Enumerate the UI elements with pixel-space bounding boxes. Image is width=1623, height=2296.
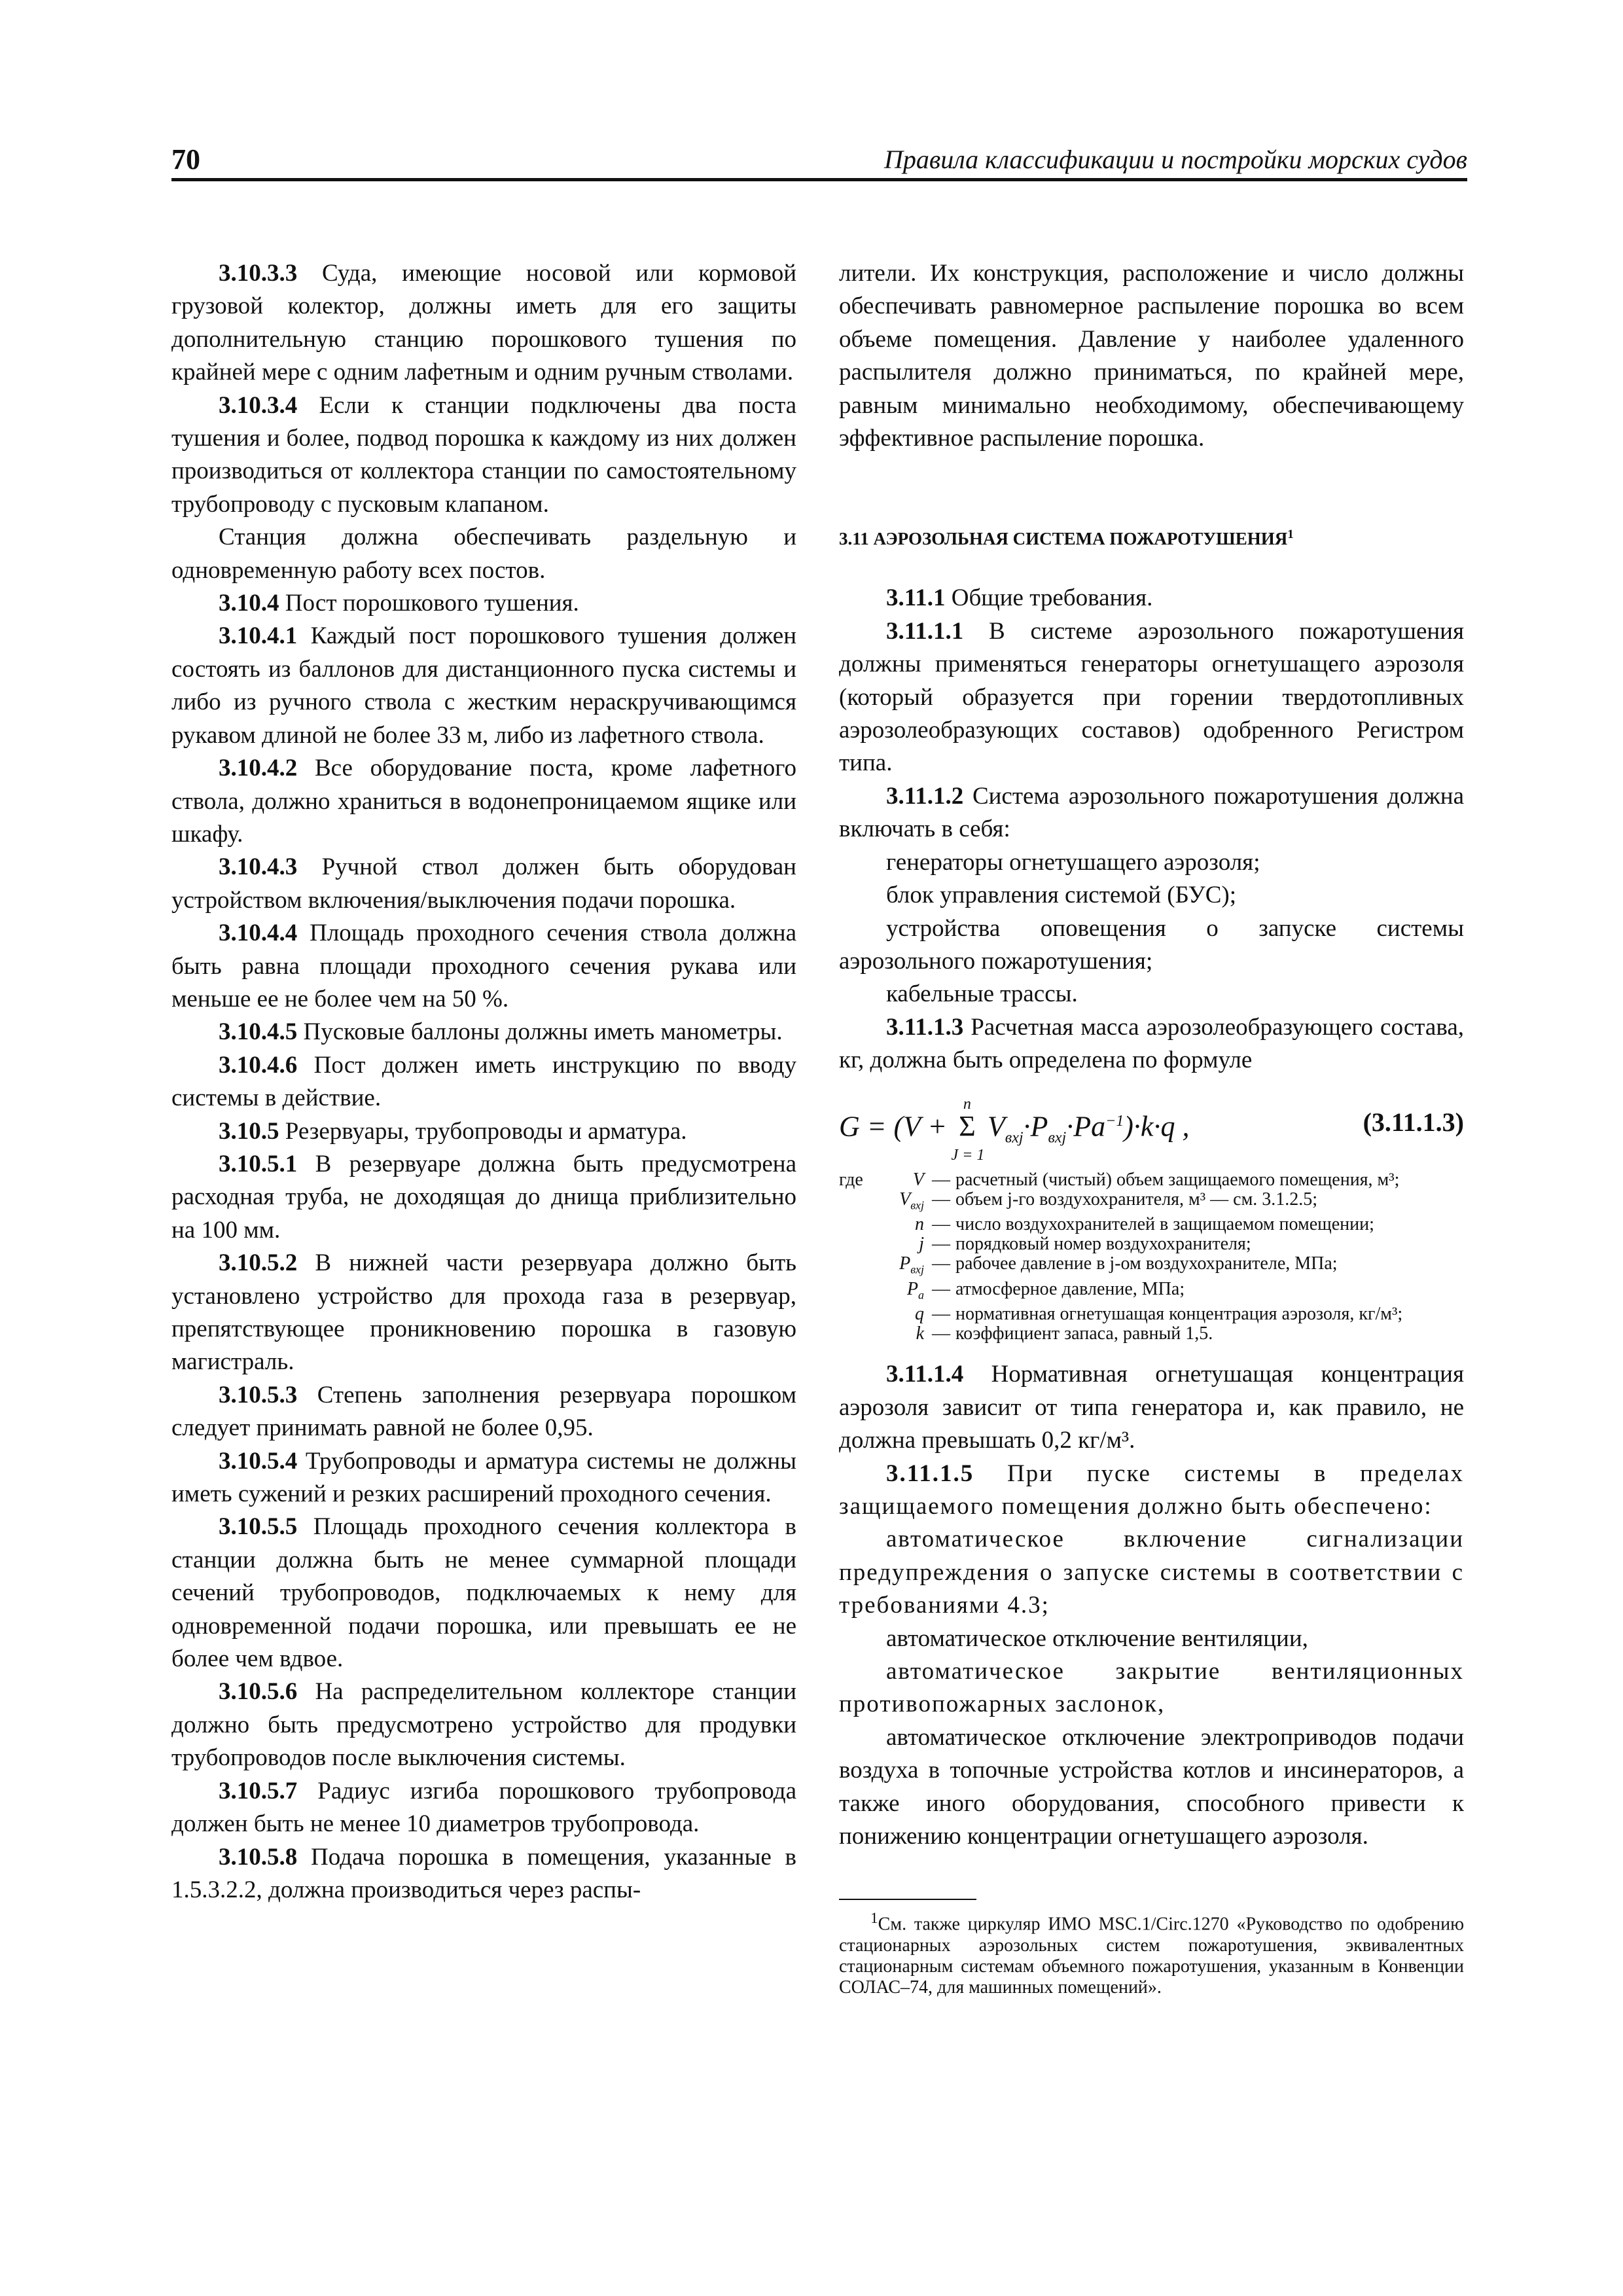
formula-number: (3.11.1.3)	[1363, 1107, 1464, 1137]
paragraph-3-11-1-1	[839, 615, 1464, 780]
paragraph-3-10-3-4	[171, 389, 796, 522]
footnote-separator	[839, 1899, 976, 1900]
section-heading-text: 3.11 АЭРОЗОЛЬНАЯ СИСТЕМА ПОЖАРОТУШЕНИЯ	[839, 529, 1288, 549]
legend-dash: —	[932, 1169, 950, 1190]
paragraph-3-10-5-6	[171, 1676, 796, 1774]
paragraph-text: В резервуаре должна быть предусмотрена расходная труба, не доходящая до днища приблизительно на 100 мм.	[171, 1150, 796, 1244]
paragraph-3-10-5	[171, 1115, 796, 1148]
legend-row	[839, 1254, 1464, 1280]
header-rule	[171, 178, 1467, 181]
legend-symbol-subscript: вхj	[910, 1198, 924, 1212]
legend-description: число воздухохранителей в защищаемом помещении;	[955, 1214, 1374, 1235]
formula-subscript: вхj	[1048, 1128, 1067, 1146]
paragraph-3-11-1-4	[839, 1358, 1464, 1457]
list-item: генераторы огнетушащего аэрозоля;	[886, 848, 1260, 876]
legend-where-label	[839, 1234, 878, 1254]
legend-symbol: n	[915, 1214, 924, 1235]
legend-row	[839, 1324, 1464, 1344]
legend-dash: —	[932, 1253, 950, 1274]
legend-symbol: j	[919, 1234, 924, 1255]
legend-where-label	[839, 1324, 878, 1344]
paragraph-text: Ручной ствол должен быть оборудован устройством включения/выключения подачи порошка.	[171, 853, 796, 914]
list-item: автоматическое закрытие вентиляционных противопожарных заслонок,	[839, 1657, 1464, 1718]
paragraph-text: Пост должен иметь инструкцию по вводу системы в действие.	[171, 1051, 796, 1112]
legend-row	[839, 1234, 1464, 1254]
legend-where-label: где	[839, 1169, 863, 1190]
legend-symbol-subscript: вхj	[910, 1263, 924, 1276]
footnote-mark: 1	[870, 1910, 878, 1928]
paragraph-text: Подача порошка в помещения, указанные в 1.5.3.2.2, должна производиться через распы-	[171, 1843, 796, 1903]
clause-number: 3.10.4	[219, 590, 279, 617]
formula-superscript: −1	[1105, 1112, 1124, 1130]
clause-number: 3.11.1.5	[886, 1460, 974, 1487]
left-column	[171, 257, 796, 1907]
list-item: кабельные трассы.	[886, 980, 1078, 1008]
paragraph-3-10-5-3	[171, 1379, 796, 1445]
clause-number: 3.10.5.5	[219, 1513, 298, 1541]
paragraph-3-10-5-5	[171, 1511, 796, 1676]
paragraph-text: Пусковые баллоны должны иметь манометры.	[297, 1018, 783, 1046]
legend-row	[839, 1304, 1464, 1324]
legend-description: рабочее давление в j-ом воздухохранителе, МПа;	[955, 1253, 1338, 1274]
legend-symbol: q	[915, 1304, 924, 1325]
paragraph-3-10-5-8	[171, 1841, 796, 1907]
running-title: Правила классификации и постройки морских судов	[883, 145, 1467, 174]
paragraph-3-10-5-2	[171, 1247, 796, 1379]
paragraph-3-11-1	[839, 582, 1464, 615]
list-item: устройства оповещения о запуске системы аэрозольного пожаротушения;	[839, 914, 1464, 975]
sum-lower-limit: J = 1	[951, 1147, 985, 1164]
paragraph-3-10-5-7	[171, 1775, 796, 1841]
paragraph-text: Расчетная масса аэрозолеобразующего состава, кг, должна быть определена по формуле	[839, 1013, 1464, 1074]
clause-number: 3.11.1.2	[886, 782, 964, 810]
legend-dash: —	[932, 1189, 950, 1210]
paragraph-text: Степень заполнения резервуара порошком следует принимать равной не более 0,95.	[171, 1381, 796, 1442]
paragraph-3-10-5-4	[171, 1445, 796, 1511]
clause-number: 3.10.4.3	[219, 853, 298, 881]
clause-number: 3.10.3.3	[219, 260, 298, 287]
legend-description: порядковый номер воздухохранителя;	[955, 1234, 1251, 1255]
clause-number: 3.10.4.6	[219, 1051, 298, 1079]
formula-3-11-1-3	[839, 1081, 1464, 1166]
legend-symbol: k	[916, 1323, 924, 1344]
paragraph-text: Если к станции подключены два поста тушения и более, подвод порошка к каждому из них должен производиться от коллектора станции по самостоятельному трубопроводу с пусковым клапаном.	[171, 391, 796, 518]
paragraph-text: Система аэрозольного пожаротушения должна включать в себя:	[839, 782, 1464, 843]
legend-where-label	[839, 1190, 878, 1215]
page-number: 70	[171, 143, 200, 175]
paragraph-3-10-4-6	[171, 1049, 796, 1115]
clause-number: 3.10.4.2	[219, 755, 298, 782]
legend-dash: —	[932, 1323, 950, 1344]
legend-row	[839, 1190, 1464, 1215]
formula-subscript: вхj	[1005, 1128, 1024, 1146]
paragraph-3-10-4	[171, 587, 796, 620]
formula-expression	[839, 1096, 1190, 1164]
legend-description: коэффициент запаса, равный 1,5.	[955, 1323, 1213, 1344]
clause-number: 3.11.1.3	[886, 1013, 964, 1041]
paragraph-text: Площадь проходного сечения коллектора в станции должна быть не менее суммарной площади сечений трубопроводов, подключаемых к нему для одновременной подачи порошка, или превышать ее не более чем вдвое.	[171, 1513, 796, 1673]
clause-number: 3.10.5.8	[219, 1843, 298, 1871]
legend-row	[839, 1215, 1464, 1234]
legend-description: атмосферное давление, МПа;	[955, 1278, 1185, 1299]
clause-number: 3.10.5.4	[219, 1447, 298, 1475]
paragraph-3-11-1-3	[839, 1011, 1464, 1077]
right-column	[839, 257, 1464, 1998]
clause-number: 3.11.1.4	[886, 1361, 964, 1388]
formula-tail: )·k·q ,	[1124, 1110, 1190, 1143]
paragraph-3-10-5-1	[171, 1148, 796, 1247]
paragraph-3-10-4-2	[171, 752, 796, 851]
paragraph-text: Все оборудование поста, кроме лафетного ствола, должно храниться в водонепроницаемом ящике или шкафу.	[171, 755, 796, 848]
paragraph-text: Резервуары, трубопроводы и арматура.	[279, 1117, 687, 1145]
formula-lhs: G = (V +	[839, 1110, 947, 1143]
clause-number: 3.10.5.1	[219, 1150, 298, 1177]
formula-term-p: ·P	[1023, 1110, 1048, 1143]
legend-description: нормативная огнетушащая концентрация аэрозоля, кг/м³;	[955, 1304, 1403, 1325]
clause-number: 3.10.5.2	[219, 1249, 298, 1277]
clause-number: 3.10.4.1	[219, 622, 298, 650]
paragraph-3-10-3-3	[171, 257, 796, 389]
paragraph-text: Общие требования.	[945, 584, 1153, 612]
legend-row	[839, 1170, 1464, 1190]
page-header	[171, 143, 1467, 182]
formula-term-v: V	[987, 1110, 1005, 1143]
legend-dash: —	[932, 1278, 950, 1299]
legend-symbol: $P_{вхj}$	[899, 1253, 924, 1276]
clause-number: 3.10.3.4	[219, 391, 298, 419]
paragraph-text: Каждый пост порошкового тушения должен состоять из баллонов для дистанционного пуска системы и либо из ручного ствола с жестким нераскручивающимся рукавом длиной не более 33 м, либо из лафетного ствола.	[171, 622, 796, 749]
formula-legend	[839, 1170, 1464, 1344]
paragraph-text: Пост порошкового тушения.	[279, 590, 579, 617]
paragraph-text: При пуске системы в пределах защищаемого помещения должно быть обеспечено:	[839, 1460, 1464, 1520]
footnote-reference: 1	[1287, 528, 1294, 542]
legend-where-label	[839, 1304, 878, 1324]
footnote-text: См. также циркуляр ИМО MSC.1/Circ.1270 «Руководство по одобрению стационарных аэрозольных систем пожаротушения, эквивалентных стационарным системам объемного пожаротушения, указанным в Конвенции СОЛАС–74, для машинных помещений».	[839, 1914, 1464, 1998]
clause-number: 3.11.1.1	[886, 617, 964, 645]
clause-number: 3.10.5.3	[219, 1381, 298, 1408]
legend-description: объем j-го воздухохранителя, м³ — см. 3.1.2.5;	[955, 1189, 1318, 1210]
clause-number: 3.10.5.7	[219, 1777, 298, 1804]
paragraph-station-posts	[171, 521, 796, 587]
legend-symbol-subscript: a	[918, 1288, 924, 1302]
footnote	[839, 1908, 1464, 1998]
clause-number: 3.11.1	[886, 584, 946, 612]
paragraph-text: Радиус изгиба порошкового трубопровода должен быть не менее 10 диаметров трубопровода.	[171, 1777, 796, 1838]
paragraph-text: Станция должна обеспечивать раздельную и одновременную работу всех постов.	[171, 524, 796, 584]
legend-dash: —	[932, 1304, 950, 1325]
paragraph-3-10-4-3	[171, 851, 796, 917]
paragraph-text: Трубопроводы и арматура системы не должны иметь сужений и резких расширений проходного сечения.	[171, 1447, 796, 1508]
clause-number: 3.10.4.5	[219, 1018, 298, 1046]
legend-symbol: $P_a$	[906, 1278, 924, 1302]
legend-symbol: V	[912, 1169, 924, 1190]
paragraph-3-10-4-4	[171, 917, 796, 1016]
paragraph-text: Площадь проходного сечения ствола должна быть равна площади проходного сечения рукава или меньше ее не более чем на 50 %.	[171, 920, 796, 1013]
clause-number: 3.10.4.4	[219, 920, 298, 947]
paragraph-text: В нижней части резервуара должно быть установлено устройство для прохода газа в резервуар, препятствующее проникновению порошка в газовую магистраль.	[171, 1249, 796, 1376]
legend-dash: —	[932, 1214, 950, 1235]
paragraph-3-11-1-2	[839, 780, 1464, 846]
legend-where-label	[839, 1254, 878, 1280]
paragraph-text: В системе аэрозольного пожаротушения должны применяться генераторы огнетушащего аэрозоля (который образуется при горении твердотопливных аэрозолеобразующих составов) одобренного Регистром типа.	[839, 617, 1464, 777]
paragraph-text: Суда, имеющие носовой или кормовой грузовой колектор, должны иметь для его защиты дополнительную станцию порошкового тушения по крайней мере с одним лафетным и одним ручным стволами.	[171, 260, 796, 386]
paragraph-3-10-4-5	[171, 1016, 796, 1049]
section-heading-3-11	[839, 523, 1464, 550]
clause-number: 3.10.5	[219, 1117, 279, 1145]
legend-row	[839, 1280, 1464, 1305]
legend-description: расчетный (чистый) объем защищаемого помещения, м³;	[955, 1169, 1400, 1190]
clause-number: 3.10.5.6	[219, 1678, 298, 1706]
list-item: автоматическое отключение вентиляции,	[886, 1624, 1308, 1652]
paragraph-continuation: лители. Их конструкция, расположение и число должны обеспечивать равномерное распыление порошка во всем объеме помещения. Давление у наиболее удаленного распылителя должно приниматься, по крайней мере, равным минимально необходимому, обеспечивающему эффективное распыление порошка.	[839, 260, 1464, 452]
sum-symbol: Σ n J = 1	[954, 1110, 980, 1143]
paragraph-text: Нормативная огнетушащая концентрация аэрозоля зависит от типа генератора и, как правило, не должна превышать 0,2 кг/м³.	[839, 1361, 1464, 1454]
list-item: блок управления системой (БУС);	[886, 882, 1237, 909]
sum-upper-limit: n	[963, 1096, 971, 1113]
legend-symbol: $V_{вхj}$	[899, 1189, 924, 1212]
list-item: автоматическое включение сигнализации предупреждения о запуске системы в соответствии с требованиями 4.3;	[839, 1526, 1464, 1619]
formula-term-pa: ·Pa	[1066, 1110, 1106, 1143]
legend-where-label	[839, 1280, 878, 1305]
paragraph-3-11-1-5	[839, 1458, 1464, 1524]
legend-where-label	[839, 1215, 878, 1234]
paragraph-text: На распределительном коллекторе станции должно быть предусмотрено устройство для продувки трубопроводов после выключения системы.	[171, 1678, 796, 1772]
paragraph-3-10-4-1	[171, 620, 796, 752]
legend-dash: —	[932, 1234, 950, 1255]
list-item: автоматическое отключение электроприводов подачи воздуха в топочные устройства котлов и инсинераторов, а также иного оборудования, способного привести к понижению концентрации огнетушащего аэрозоля.	[839, 1723, 1464, 1850]
